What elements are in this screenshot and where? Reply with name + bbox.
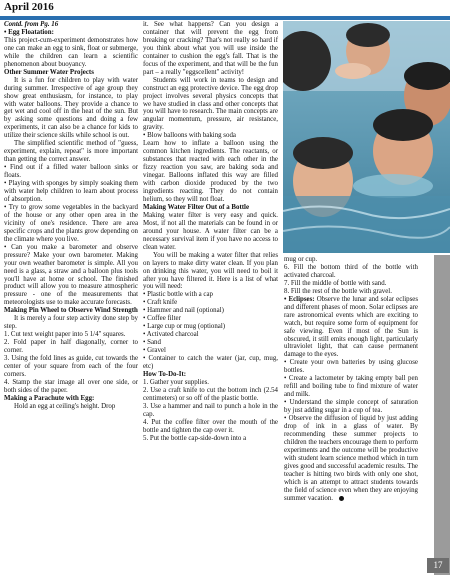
page-header: [0, 0, 450, 22]
paragraph: Learn how to inflate a balloon using the common kitchen ingredients. The reactants, or substances that reacted with each other in the fizzy reaction you saw, are baking soda and vinegar. Balloons inflated this way are filled with carbon dioxide produced by the two ingredients reacting. They do not contain helium, so they will not float.: [143, 140, 278, 203]
eclipses-item: [284, 296, 418, 360]
step-item: 7. Fill the middle of bottle with sand.: [284, 279, 387, 287]
bullet-item: • Can you make a barometer and observe pressure? Make your own barometer. Making your own weather barometer is simple. All you need is a glass, a straw and a balloon plus tools you'll have at home or school. The finished product will allow you to measure atmospheric pressure - one of the measurements that meteorologists use to make accurate forecasts.: [4, 243, 138, 307]
column-1: [4, 21, 138, 411]
children-swimming-photo: [283, 21, 450, 253]
other-projects-heading: Other Summer Water Projects: [4, 68, 94, 76]
pin-wheel-heading: Making Pin Wheel to Observe Wind Strength: [4, 307, 138, 315]
paragraph: Hold an egg at ceiling's height. Drop: [14, 402, 116, 410]
step-item: 4. Stamp the star image all over one side, or both sides of the paper.: [4, 378, 138, 394]
step-item: mug or cup.: [284, 256, 318, 263]
step-item: 8. Fill the rest of the bottle with gravel.: [284, 287, 392, 295]
list-item: • Gravel: [143, 347, 166, 355]
bullet-item: • Create a lactometer by taking empty ball pen refill and boiling tube to find mixture of water and milk.: [284, 375, 418, 399]
step-item: 2. Use a craft knife to cut the bottom inch (2.54 centimeters) or so off of the plastic bottle.: [143, 386, 278, 402]
paragraph: You will be making a water filter that relies on layers to make dirty water clean. If you plan on drinking this water, you will need to boil it after you have filtered it. Here is a list of what you will need:: [143, 251, 278, 291]
list-item: • Craft knife: [143, 299, 178, 307]
parachute-heading: Making a Parachute with Egg:: [4, 394, 95, 402]
bullet-item: • Playing with sponges by simply soaking them with water help children to learn about process of absorption.: [4, 180, 138, 203]
step-item: 3. Use a hammer and nail to punch a hole in the cap.: [143, 402, 278, 418]
paragraph: Making water filter is very easy and quick. Most, if not all the materials can be found in or around your house. A water filter can be a necessary survival item if you have no access to clean water.: [143, 211, 278, 251]
paragraph: The simplified scientific method of "guess, experiment, explain, repeat" is more important than getting the correct answer.: [4, 140, 138, 164]
paragraph: It is merely a four step activity done step by step.: [4, 315, 138, 331]
step-item: 5. Put the bottle cap-side-down into a: [143, 434, 247, 442]
list-item: • Large cup or mug (optional): [143, 323, 226, 331]
list-item: • Sand: [143, 339, 161, 347]
header-rule: [0, 16, 450, 20]
bullet-item: • Find out if a filled water balloon sinks or floats.: [4, 164, 138, 180]
step-item: 1. Cut text weight paper into 5 1/4" squares.: [4, 331, 126, 339]
water-filter-heading: Making Water Filter Out of a Bottle: [143, 203, 250, 211]
eclipses-text: Observe the lunar and solar eclipses and different phases of moon. Solar eclipses are rare astronomical events which are exciting to watch, but require some form of equipment for safe viewing. Even if most of the Sun is obscured, it still emits enough light, particularly ultraviolet light, that can cause permanent damage to the eyes.: [284, 295, 418, 359]
column-2: [143, 21, 278, 443]
bullet-item: • Blow balloons with baking soda: [143, 132, 236, 140]
end-of-article-icon: [339, 496, 344, 501]
paragraph: Students will work in teams to design and construct an egg protective device. The egg drop project involves several physics concepts that we have studied in class and other concepts that you will have to research. The main concepts are angular momentum, pressure, air resistance, gravity.: [143, 76, 278, 132]
eclipses-heading: • Eclipses:: [284, 295, 315, 303]
paragraph: it. See what happens? Can you design a container that will prevent the egg from breaking or cracking? That's not really so hard if you think about what you will use inside the container to cushion the egg's fall. That is the focus of the experiment, and that will be the fun part – a really "eggscellent" activity!: [143, 21, 278, 76]
step-item: 1. Gather your supplies.: [143, 378, 210, 386]
bullet-item: • Create your own batteries by using glucose bottles.: [284, 359, 418, 375]
step-item: 2. Fold paper in half diagonally, corner to corner.: [4, 339, 138, 355]
list-item: • Coffee filter: [143, 315, 181, 323]
list-item: • Plastic bottle with a cap: [143, 291, 213, 299]
list-item: • Container to catch the water (jar, cup, mug, etc): [143, 355, 278, 370]
paragraph: It is a fun for children to play with water during summer. Irrespective of age group they show great enthusiasm, for instance, to play with water balloons. They provide a chance to get wet and cool off in the heat of the sun. But by asking some questions and doing a few experiments, it can also be a chance for kids to utilize their science skills while school is out.: [4, 76, 138, 140]
step-item: 3. Using the fold lines as guide, cut towards the center of your square from each of the four corners.: [4, 355, 138, 378]
step-item: 4. Put the coffee filter over the mouth of the bottle and tighten the cap over it.: [143, 418, 278, 434]
issue-date: April 2016: [4, 1, 54, 13]
page-number: 17: [427, 558, 449, 573]
paragraph: This project-cum-experiment demonstrates how one can make an egg to sink, float or submerge, while the children can learn a scientific phenomenon about buoyancy.: [4, 36, 138, 68]
how-to-heading: How To-Do-It:: [143, 370, 187, 378]
egg-floatation-heading: • Egg Floatation:: [4, 28, 54, 36]
column-3: [284, 256, 418, 503]
page-edge-bar: [434, 255, 450, 575]
step-item: 6. Fill the bottom third of the bottle with activated charcoal.: [284, 263, 418, 279]
list-item: • Activated charcoal: [143, 331, 199, 339]
continued-note: Contd. from Pg. 16: [4, 21, 59, 28]
bullet-item: • Understand the simple concept of saturation by just adding sugar in a cup of tea.: [284, 399, 418, 415]
list-item: • Hammer and nail (optional): [143, 307, 224, 315]
bullet-item: [284, 415, 418, 502]
bullet-text: • Observe the diffusion of liquid by just adding drop of ink in a glass of water. By recommending these summer projects to children the teachers encourage them to perform experiments and the outcome will be productive with student learn science method which in turn gives good and successful academic results. The teacher is hitting two birds with only one shot, which is an attempt to attract students towards the field of science even when they are enjoying summer vacation.: [284, 415, 418, 502]
bullet-item: • Try to grow some vegetables in the backyard of the house or any other open area in the vicinity of one's residence. There are area specific crops and the plants grow depending on the climate where you live.: [4, 203, 138, 243]
